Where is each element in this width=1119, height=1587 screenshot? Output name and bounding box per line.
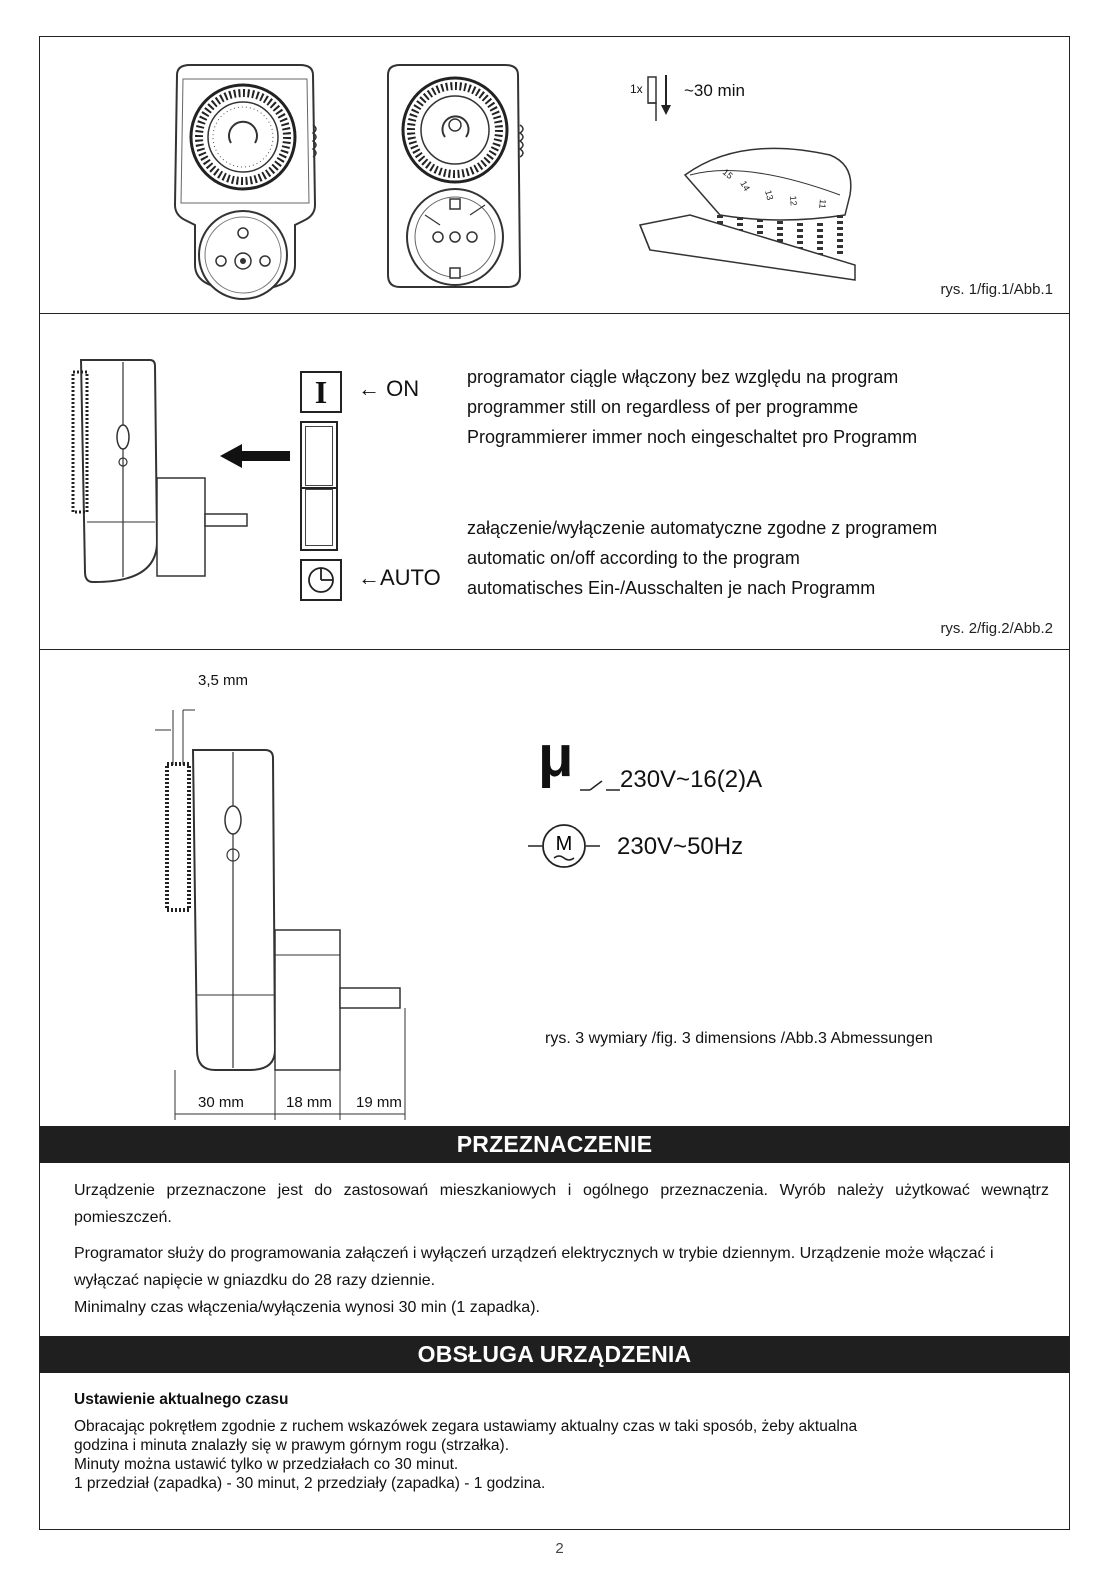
auto-symbol-box <box>300 559 342 601</box>
on-mode-description: programator ciągle włączony bez względu na program programmer still on regardless of per programme Programmierer immer noch eingeschaltet pro Programm <box>467 367 918 447</box>
auto-mode-description: załączenie/wyłączenie automatyczne zgodne z programem automatic on/off according to the program automatisches Ein-/Ausschalten je nach Programm <box>467 518 938 598</box>
svg-text:15: 15 <box>720 166 735 181</box>
motor-symbol-letter: M <box>555 833 573 855</box>
clock-icon <box>307 566 335 594</box>
purpose-paragraph-3: Minimalny czas włączenia/wyłączenia wynosi 30 min (1 zapadka). <box>74 1299 540 1316</box>
dimension-body: 30 mm <box>198 1094 244 1111</box>
operation-instructions: Obracając pokrętłem zgodnie z ruchem wskazówek zegara ustawiamy aktualny czas w taki sposób, żeby aktualna godzina i minuta znalazły się w prawym górnym rogu (strzałka). Minuty można ustawić tylko w przedziałach co 30 minut. 1 przedział (zapadka) - 30 minut, 2 przedziały (zapadka) - 1 godzina. <box>74 1418 858 1492</box>
figure-1-panel <box>40 37 1069 314</box>
micro-disconnection-symbol: μ <box>538 724 574 789</box>
timer-side-view-illustration <box>65 352 255 592</box>
dial-segment-detail-illustration <box>630 65 880 285</box>
auto-label: ←AUTO <box>358 565 441 590</box>
motor-rating: 230V~50Hz <box>617 833 744 860</box>
slide-switch-illustration <box>300 421 338 551</box>
figure-3-caption: rys. 3 wymiary /fig. 3 dimensions /Abb.3 Abmessungen <box>545 1030 933 1047</box>
svg-text:14: 14 <box>738 179 752 193</box>
press-time-label: ~30 min <box>684 81 745 100</box>
svg-text:13: 13 <box>763 188 776 202</box>
section-heading-purpose: PRZEZNACZENIE <box>40 1126 1069 1163</box>
section-heading-operation: OBSŁUGA URZĄDZENIA <box>40 1336 1069 1373</box>
figure-2-caption: rys. 2/fig.2/Abb.2 <box>940 620 1053 637</box>
dimension-pins: 19 mm <box>356 1094 402 1111</box>
svg-text:11: 11 <box>817 198 828 210</box>
switch-direction-arrow <box>220 444 290 468</box>
on-label: ← ON <box>358 376 420 401</box>
timer-french-socket-illustration <box>165 65 325 295</box>
motor-symbol-icon <box>528 822 600 870</box>
figure-1-caption: rys. 1/fig.1/Abb.1 <box>940 281 1053 298</box>
press-count-label: 1x <box>630 82 643 96</box>
on-symbol-box <box>300 371 342 413</box>
figure-3-panel <box>40 650 1069 1126</box>
purpose-paragraph-2: Programator służy do programowania załączeń i wyłączeń urządzeń elektrycznych w trybie dziennym. Urządzenie może włączać i wyłączać napięcie w gniazdku do 28 razy dziennie. <box>74 1245 994 1289</box>
operation-subtitle: Ustawienie aktualnego czasu <box>74 1391 289 1408</box>
purpose-paragraph-1: Urządzenie przeznaczone jest do zastosowań mieszkaniowych i ogólnego przeznaczenia. Wyrób należy użytkować wewnątrz pomieszczeń. <box>74 1182 1049 1226</box>
on-symbol: I <box>314 374 328 410</box>
switch-contact-symbol <box>580 778 620 792</box>
timer-dimensions-drawing <box>155 690 425 1100</box>
page-number: 2 <box>555 1540 564 1557</box>
switching-rating: 230V~16(2)A <box>620 766 763 793</box>
timer-schuko-socket-illustration <box>380 65 530 295</box>
svg-text:12: 12 <box>788 195 799 207</box>
page-frame <box>39 36 1070 1530</box>
dimension-depth-dial: 3,5 mm <box>198 672 249 689</box>
figure-2-panel <box>40 314 1069 650</box>
dimension-collar: 18 mm <box>286 1094 332 1111</box>
